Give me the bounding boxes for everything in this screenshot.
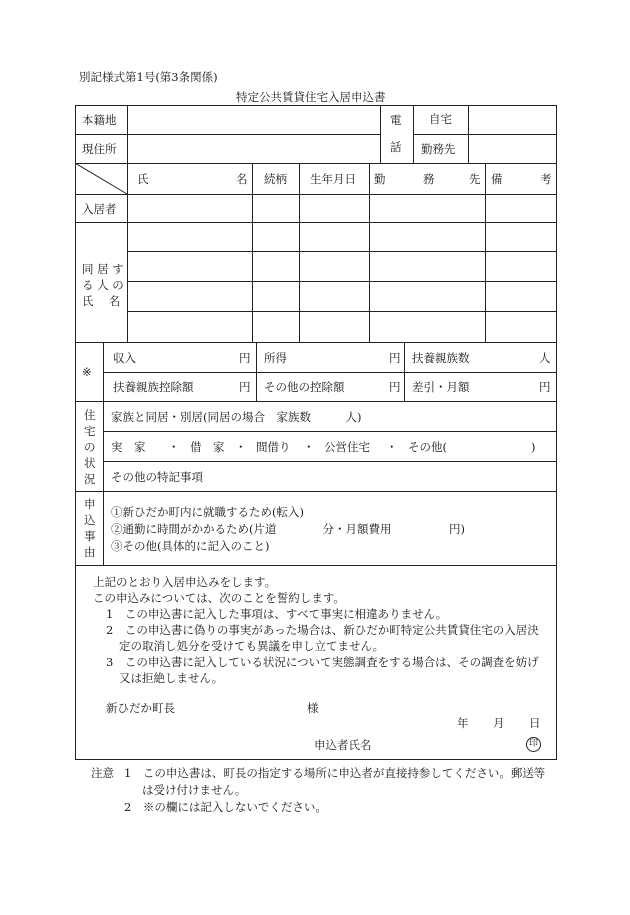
honseki-label: 本籍地: [82, 113, 117, 127]
denwa-label-2: 話: [390, 140, 402, 154]
applicant-name-label: 申込者氏名: [314, 738, 372, 752]
reason-item-3[interactable]: ③その他(具体的に記入のこと): [111, 539, 270, 553]
genjusho-field[interactable]: [128, 135, 380, 163]
reason-label-2: 込: [84, 513, 96, 527]
col-bi: 備: [491, 172, 503, 186]
genjusho-label: 現住所: [82, 142, 117, 156]
fuyou-koujo-label: 扶養親族控除額: [113, 380, 194, 394]
jitaku-label: 自宅: [429, 112, 452, 126]
declaration-clause-3a: 3 この申込書に記入している状況について実態調査をする場合は、その調査を妨げ: [106, 655, 539, 669]
sama-label: 様: [307, 701, 319, 715]
declaration-clause-1: 1 この申込書に記入した事項は、すべて事実に相違ありません。: [106, 607, 448, 621]
shotoku-unit: 円: [389, 351, 401, 365]
housing-label-2: 宅: [84, 424, 96, 438]
declaration-p1: 上記のとおり入居申込みをします。: [93, 575, 277, 589]
fuyou-kazoku-su-label: 扶養親族数: [412, 351, 470, 365]
fuyou-koujo-unit: 円: [239, 380, 251, 394]
notes-label: 注意: [91, 766, 114, 780]
shotoku-label: 所得: [264, 351, 287, 365]
income-mark: ※: [82, 365, 92, 379]
date-month-label: 月: [493, 716, 505, 730]
applicant-name-field[interactable]: [390, 734, 520, 754]
mayor-label: 新ひだか町長: [106, 701, 175, 715]
reason-item-2[interactable]: ②通勤に時間がかかるため(片道 分・月額費用 円): [111, 522, 465, 536]
jitaku-phone-field[interactable]: [469, 106, 555, 134]
housing-label-5: 況: [84, 472, 96, 486]
col-saki: 先: [469, 172, 481, 186]
col-shi: 氏: [137, 172, 149, 186]
declaration-p2: この申込みについては、次のことを誓約します。: [93, 591, 345, 605]
col-seinengappi: 生年月日: [310, 172, 356, 186]
sonota-koujo-label: その他の控除額: [264, 380, 345, 394]
col-zokugara: 続柄: [264, 172, 287, 186]
note-1a: 1 この申込書は、町長の指定する場所に申込者が直接持参してください。郵送等: [124, 766, 546, 780]
shunyu-unit: 円: [239, 351, 251, 365]
seal-icon: 印: [526, 737, 541, 752]
note-1b: は受け付けません。: [142, 783, 247, 797]
sashihiki-unit: 円: [539, 380, 551, 394]
reason-item-1[interactable]: ①新ひだか町内に就職するため(転入): [111, 505, 304, 519]
row-doukyo-line1: 同 居 す: [82, 262, 124, 276]
note-2: 2 ※の欄には記入しないでください。: [124, 800, 327, 814]
housing-family-line[interactable]: 家族と同居・別居(同居の場合 家族数 人): [111, 410, 362, 424]
sonota-koujo-unit: 円: [389, 380, 401, 394]
shunyu-label: 収入: [113, 351, 136, 365]
housing-sep-3: ・: [303, 440, 315, 454]
housing-type-koei[interactable]: 公営住宅: [324, 440, 370, 454]
housing-type-jikka[interactable]: 実 家: [111, 440, 146, 454]
form-title: 特定公共賃貸住宅入居申込書: [236, 90, 386, 104]
reason-label-1: 申: [84, 497, 96, 511]
diagonal-line: [75, 163, 128, 195]
declaration-clause-2b: 定の取消し処分を受けても異議を申し立てません。: [119, 639, 385, 653]
col-mu: 務: [423, 172, 435, 186]
housing-label-1: 住: [84, 408, 96, 422]
col-mei: 名: [236, 172, 248, 186]
honseki-field[interactable]: [128, 106, 380, 134]
housing-sep-2: ・: [235, 440, 247, 454]
reason-label-4: 由: [84, 545, 96, 559]
col-kou: 考: [540, 172, 552, 186]
row-doukyo-line3: 氏 名: [82, 294, 121, 308]
col-kin: 勤: [374, 172, 386, 186]
denwa-label-1: 電: [390, 113, 402, 127]
date-day-label: 日: [529, 716, 541, 730]
housing-type-sonota[interactable]: その他(: [408, 440, 447, 454]
housing-label-4: 状: [84, 456, 96, 470]
housing-sep-1: ・: [168, 440, 180, 454]
reason-label-3: 事: [84, 529, 96, 543]
housing-type-sonota-close: ): [531, 440, 536, 454]
declaration-clause-3b: 又は拒絶しません。: [119, 671, 224, 685]
row-doukyo-line2: る 人 の: [82, 278, 124, 292]
row-nyukyosha: 入居者: [82, 202, 117, 216]
kinmusaki-label: 勤務先: [421, 142, 456, 156]
date-year-label: 年: [457, 716, 469, 730]
housing-label-3: の: [84, 440, 96, 454]
housing-special-notes: その他の特記事項: [111, 470, 203, 484]
declaration-clause-2a: 2 この申込書に偽りの事実があった場合は、新ひだか町特定公共賃貸住宅の入居決: [106, 623, 539, 637]
fuyou-kazoku-su-unit: 人: [539, 351, 551, 365]
kinmusaki-phone-field[interactable]: [469, 135, 555, 163]
sashihiki-label: 差引・月額: [412, 380, 470, 394]
housing-sep-4: ・: [386, 440, 398, 454]
housing-type-magari[interactable]: 間借り: [256, 440, 291, 454]
form-id: 別記様式第1号(第3条関係): [79, 70, 218, 84]
housing-type-shakuya[interactable]: 借 家: [190, 440, 225, 454]
